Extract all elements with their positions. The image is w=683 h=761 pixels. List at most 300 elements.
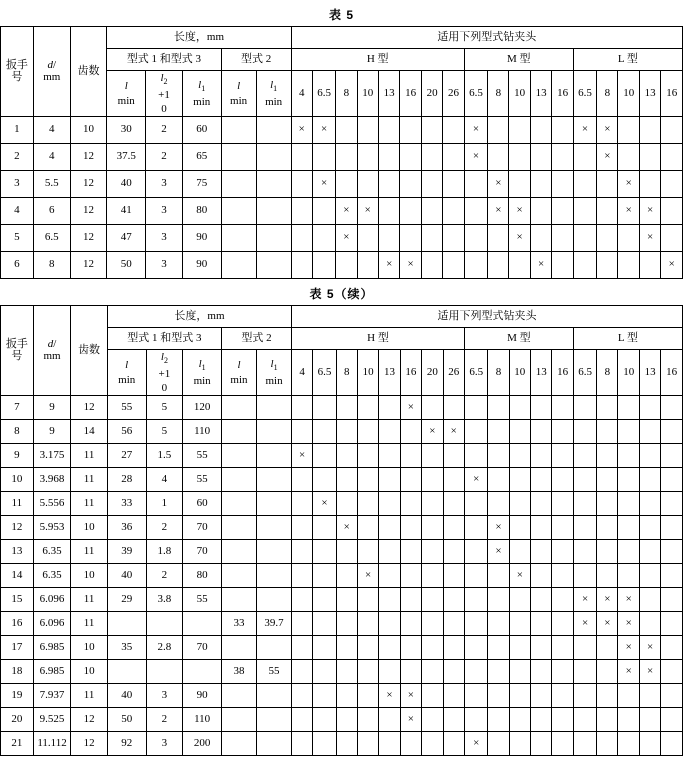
cell-h-3 — [357, 396, 378, 420]
cell-t2-l-min — [221, 144, 256, 171]
cell-t2-l-min: 38 — [222, 660, 257, 684]
cell-h-0: × — [292, 444, 313, 468]
cell-l1-min: 90 — [183, 684, 222, 708]
cell-h-6 — [421, 252, 442, 279]
header-h-col-0: 4 — [292, 350, 313, 396]
header-length-group: 长度，mm — [107, 306, 291, 328]
cell-d: 8 — [33, 252, 70, 279]
cell-m-0 — [464, 612, 487, 636]
cell-h-3 — [357, 540, 378, 564]
cell-l-min: 92 — [107, 732, 146, 756]
cell-d: 6.096 — [33, 588, 71, 612]
cell-m-1 — [488, 636, 509, 660]
cell-h-6 — [422, 444, 443, 468]
cell-l-1 — [597, 660, 618, 684]
cell-m-0: × — [464, 117, 487, 144]
cell-t2-l1-min — [256, 198, 291, 225]
cell-m-0 — [464, 684, 487, 708]
cell-h-0 — [292, 396, 313, 420]
cell-h-2 — [336, 396, 357, 420]
cell-t2-l-min: 33 — [222, 612, 257, 636]
cell-h-5 — [400, 516, 421, 540]
cell-wrench-no: 13 — [1, 540, 34, 564]
cell-m-4 — [552, 516, 573, 540]
cell-l-0: × — [573, 117, 596, 144]
cell-m-1 — [488, 225, 509, 252]
cell-h-7 — [443, 225, 464, 252]
cell-wrench-no: 19 — [1, 684, 34, 708]
cell-l-2: × — [618, 660, 639, 684]
cell-l-1 — [597, 684, 618, 708]
table-row — [1, 636, 683, 660]
cell-teeth: 12 — [71, 732, 108, 756]
cell-l-0 — [573, 636, 596, 660]
header-d-mm: d/ mm — [33, 306, 71, 396]
cell-t2-l1-min — [256, 540, 291, 564]
header-teeth: 齿数 — [71, 306, 108, 396]
cell-m-4 — [552, 444, 573, 468]
table-row — [1, 396, 683, 420]
cell-m-0 — [464, 420, 487, 444]
table-row — [1, 588, 683, 612]
cell-t2-l-min — [222, 516, 257, 540]
cell-h-2: × — [336, 198, 357, 225]
cell-h-0 — [292, 684, 313, 708]
cell-l-3 — [639, 516, 660, 540]
cell-t2-l1-min — [256, 171, 291, 198]
cell-l1-min: 55 — [183, 468, 222, 492]
cell-h-3 — [357, 588, 378, 612]
cell-t2-l-min — [222, 540, 257, 564]
cell-wrench-no: 1 — [1, 117, 34, 144]
cell-teeth: 12 — [70, 198, 107, 225]
header-h-col-1: 6.5 — [312, 71, 335, 117]
cell-l1-min: 60 — [182, 117, 221, 144]
cell-h-3 — [357, 144, 378, 171]
cell-l-2: × — [618, 612, 639, 636]
cell-l-1 — [597, 396, 618, 420]
cell-l-min: 40 — [107, 171, 146, 198]
cell-l-4 — [661, 540, 683, 564]
cell-l-min: 40 — [107, 684, 146, 708]
cell-m-3 — [530, 225, 551, 252]
cell-l-3 — [639, 171, 660, 198]
cell-t2-l-min — [221, 225, 256, 252]
cell-h-4 — [379, 612, 400, 636]
cell-h-3 — [357, 660, 378, 684]
cell-l2: 2.8 — [146, 636, 183, 660]
cell-l-min: 28 — [107, 468, 146, 492]
cell-h-6 — [422, 468, 443, 492]
cell-l-4 — [661, 516, 683, 540]
cell-l2: 3 — [146, 732, 183, 756]
cell-h-6 — [422, 708, 443, 732]
cell-l-4 — [661, 612, 683, 636]
cell-m-1 — [488, 612, 509, 636]
cell-l-4 — [661, 225, 683, 252]
cell-l1-min: 60 — [183, 492, 222, 516]
cell-h-2 — [336, 732, 357, 756]
cell-h-1 — [312, 225, 335, 252]
cell-t2-l1-min — [256, 492, 291, 516]
cell-h-4 — [378, 171, 399, 198]
cell-d: 6.35 — [33, 540, 71, 564]
cell-h-7 — [443, 171, 464, 198]
cell-h-0: × — [291, 117, 312, 144]
cell-l-1 — [597, 171, 618, 198]
cell-l-1 — [597, 732, 618, 756]
header-m-col-4: 16 — [552, 350, 573, 396]
cell-wrench-no: 16 — [1, 612, 34, 636]
table-row — [1, 708, 683, 732]
cell-m-2 — [509, 684, 530, 708]
cell-m-0: × — [464, 144, 487, 171]
cell-h-1 — [313, 420, 336, 444]
cell-wrench-no: 10 — [1, 468, 34, 492]
cell-l1-min: 90 — [182, 225, 221, 252]
cell-t2-l-min — [221, 171, 256, 198]
cell-l-4 — [661, 588, 683, 612]
cell-l-1 — [597, 444, 618, 468]
cell-h-3 — [357, 117, 378, 144]
cell-l-0 — [573, 516, 596, 540]
cell-h-2 — [336, 420, 357, 444]
cell-t2-l1-min: 39.7 — [256, 612, 291, 636]
cell-m-3 — [531, 708, 552, 732]
cell-m-1 — [488, 732, 509, 756]
cell-m-3 — [531, 684, 552, 708]
table-row — [1, 198, 683, 225]
cell-l-1 — [597, 492, 618, 516]
header-m-col-0: 6.5 — [464, 350, 487, 396]
cell-l-3 — [639, 252, 660, 279]
cell-m-3 — [531, 660, 552, 684]
cell-l-0 — [573, 468, 596, 492]
header-l-min-t2: l min — [221, 71, 256, 117]
cell-l2 — [146, 660, 183, 684]
cell-h-6 — [422, 492, 443, 516]
cell-l-1: × — [597, 144, 618, 171]
cell-h-0 — [292, 588, 313, 612]
cell-wrench-no: 5 — [1, 225, 34, 252]
cell-l2: 3 — [146, 225, 183, 252]
cell-l-0 — [573, 225, 596, 252]
cell-d: 5.556 — [33, 492, 71, 516]
cell-d: 6 — [33, 198, 70, 225]
cell-l-0 — [573, 171, 596, 198]
cell-m-0 — [464, 396, 487, 420]
cell-d: 4 — [33, 117, 70, 144]
cell-l2: 2 — [146, 708, 183, 732]
cell-m-1 — [488, 492, 509, 516]
cell-m-3 — [531, 516, 552, 540]
cell-l-0 — [573, 492, 596, 516]
cell-l-2 — [618, 684, 639, 708]
cell-l1-min: 80 — [182, 198, 221, 225]
cell-h-1 — [313, 612, 336, 636]
cell-h-5: × — [400, 708, 421, 732]
cell-m-1 — [488, 144, 509, 171]
cell-h-0 — [292, 660, 313, 684]
cell-h-1: × — [312, 117, 335, 144]
cell-t2-l1-min — [256, 444, 291, 468]
cell-m-0 — [464, 516, 487, 540]
cell-l2: 2 — [146, 144, 183, 171]
cell-teeth: 11 — [71, 684, 108, 708]
cell-l-4 — [661, 444, 683, 468]
cell-h-1 — [313, 708, 336, 732]
cell-t2-l1-min — [256, 252, 291, 279]
cell-h-2 — [336, 636, 357, 660]
cell-h-2 — [336, 144, 357, 171]
header-m-col-4: 16 — [552, 71, 573, 117]
cell-t2-l-min — [222, 492, 257, 516]
header-type2: 型式 2 — [222, 328, 292, 350]
header-h-col-4: 13 — [379, 350, 400, 396]
cell-h-4: × — [378, 252, 399, 279]
cell-m-1 — [488, 588, 509, 612]
cell-h-4 — [379, 516, 400, 540]
cell-m-4 — [552, 564, 573, 588]
table-row — [1, 732, 683, 756]
header-l2: $l_2$ +1 0 — [146, 71, 183, 117]
cell-h-7 — [443, 660, 464, 684]
cell-m-3 — [531, 588, 552, 612]
cell-h-6 — [421, 144, 442, 171]
cell-h-6 — [422, 516, 443, 540]
cell-m-1 — [488, 396, 509, 420]
cell-h-2 — [336, 468, 357, 492]
cell-m-4 — [552, 396, 573, 420]
cell-l-4 — [661, 660, 683, 684]
cell-l1-min: 200 — [183, 732, 222, 756]
cell-h-1 — [313, 588, 336, 612]
cell-m-0: × — [464, 732, 487, 756]
cell-m-1: × — [488, 171, 509, 198]
cell-m-0 — [464, 588, 487, 612]
cell-d: 6.985 — [33, 636, 71, 660]
cell-l-4 — [661, 198, 683, 225]
cell-h-4 — [379, 444, 400, 468]
cell-l1-min: 120 — [183, 396, 222, 420]
cell-l-4 — [661, 396, 683, 420]
cell-l-3 — [639, 708, 660, 732]
cell-l-2 — [618, 492, 639, 516]
table-row — [1, 564, 683, 588]
cell-l-min: 56 — [107, 420, 146, 444]
cell-t2-l1-min — [256, 564, 291, 588]
cell-l1-min: 70 — [183, 636, 222, 660]
cell-l-3 — [639, 588, 660, 612]
cell-h-6: × — [422, 420, 443, 444]
cell-l-min: 30 — [107, 117, 146, 144]
cell-m-3 — [531, 732, 552, 756]
cell-t2-l-min — [221, 198, 256, 225]
cell-l-2 — [618, 225, 639, 252]
cell-l1-min: 70 — [183, 540, 222, 564]
cell-m-3 — [531, 636, 552, 660]
cell-h-7 — [443, 708, 464, 732]
cell-l-0 — [573, 540, 596, 564]
cell-m-2 — [509, 660, 530, 684]
cell-h-6 — [422, 588, 443, 612]
cell-teeth: 11 — [71, 468, 108, 492]
cell-h-0 — [292, 516, 313, 540]
cell-m-3 — [531, 396, 552, 420]
cell-l-1 — [597, 564, 618, 588]
cell-d: 9.525 — [33, 708, 71, 732]
cell-wrench-no: 8 — [1, 420, 34, 444]
cell-wrench-no: 21 — [1, 732, 34, 756]
cell-m-2 — [509, 732, 530, 756]
cell-l-min: 40 — [107, 564, 146, 588]
cell-l-min: 33 — [107, 492, 146, 516]
table-row — [1, 540, 683, 564]
cell-h-6 — [421, 171, 442, 198]
cell-m-1 — [488, 252, 509, 279]
cell-wrench-no: 17 — [1, 636, 34, 660]
cell-l2: 5 — [146, 396, 183, 420]
cell-l-0 — [573, 708, 596, 732]
cell-h-1 — [313, 732, 336, 756]
header-d-mm: d/ mm — [33, 27, 70, 117]
cell-t2-l-min — [222, 684, 257, 708]
cell-h-4 — [379, 660, 400, 684]
cell-h-0 — [292, 420, 313, 444]
cell-m-1 — [488, 468, 509, 492]
table-5 — [0, 26, 683, 279]
cell-h-7 — [443, 252, 464, 279]
cell-l-0 — [573, 732, 596, 756]
cell-l-0 — [573, 564, 596, 588]
cell-t2-l-min — [221, 117, 256, 144]
table-row — [1, 420, 683, 444]
cell-t2-l1-min — [256, 516, 291, 540]
cell-h-3 — [357, 516, 378, 540]
cell-h-2 — [336, 564, 357, 588]
cell-h-1 — [313, 564, 336, 588]
cell-m-4 — [552, 117, 573, 144]
cell-l-4 — [661, 468, 683, 492]
header-m-type: M 型 — [464, 328, 573, 350]
cell-l-1 — [597, 708, 618, 732]
cell-l1-min: 75 — [182, 171, 221, 198]
cell-wrench-no: 20 — [1, 708, 34, 732]
cell-m-3 — [531, 612, 552, 636]
table-row — [1, 516, 683, 540]
cell-l1-min: 110 — [183, 708, 222, 732]
cell-h-6 — [422, 684, 443, 708]
header-h-col-0: 4 — [291, 71, 312, 117]
cell-h-0 — [292, 468, 313, 492]
header-h-col-3: 10 — [357, 71, 378, 117]
cell-t2-l-min — [222, 564, 257, 588]
cell-h-1 — [313, 684, 336, 708]
cell-m-0 — [464, 171, 487, 198]
cell-l-0 — [573, 684, 596, 708]
cell-m-0 — [464, 252, 487, 279]
header-l1-min-t2: $l_1$ min — [256, 71, 291, 117]
cell-h-3 — [357, 444, 378, 468]
cell-h-2 — [336, 684, 357, 708]
cell-l-0 — [573, 660, 596, 684]
cell-l-2 — [618, 468, 639, 492]
cell-l-0 — [573, 252, 596, 279]
header-l-min: l min — [107, 350, 146, 396]
header-length-group: 长度，mm — [107, 27, 291, 49]
cell-t2-l1-min — [256, 588, 291, 612]
cell-d: 9 — [33, 396, 71, 420]
cell-h-1 — [313, 444, 336, 468]
header-l-col-4: 16 — [661, 350, 683, 396]
cell-teeth: 10 — [71, 660, 108, 684]
cell-l2: 3 — [146, 684, 183, 708]
cell-m-4 — [552, 588, 573, 612]
cell-l-min: 27 — [107, 444, 146, 468]
cell-h-5 — [400, 636, 421, 660]
cell-l2: 2 — [146, 564, 183, 588]
cell-h-5 — [400, 468, 421, 492]
cell-h-0 — [291, 225, 312, 252]
cell-l-4 — [661, 117, 683, 144]
cell-h-2 — [336, 252, 357, 279]
cell-m-2 — [509, 171, 530, 198]
cell-h-0 — [292, 564, 313, 588]
cell-teeth: 12 — [70, 225, 107, 252]
header-l-type: L 型 — [573, 328, 682, 350]
header-l-col-1: 8 — [597, 71, 618, 117]
header-l-col-1: 8 — [597, 350, 618, 396]
cell-teeth: 12 — [70, 252, 107, 279]
cell-l-0: × — [573, 612, 596, 636]
cell-t2-l1-min — [256, 225, 291, 252]
cell-l-0 — [573, 420, 596, 444]
cell-h-4 — [379, 396, 400, 420]
cell-h-0 — [292, 708, 313, 732]
cell-h-3 — [357, 468, 378, 492]
cell-h-6 — [421, 198, 442, 225]
cell-l-2: × — [618, 588, 639, 612]
cell-h-5 — [400, 660, 421, 684]
cell-l2 — [146, 612, 183, 636]
header-h-col-6: 20 — [421, 71, 442, 117]
cell-l2: 3 — [146, 252, 183, 279]
cell-h-5 — [400, 540, 421, 564]
table-row — [1, 252, 683, 279]
header-type13: 型式 1 和型式 3 — [107, 328, 221, 350]
cell-wrench-no: 4 — [1, 198, 34, 225]
cell-h-5 — [400, 198, 421, 225]
cell-h-0 — [291, 144, 312, 171]
cell-h-5 — [400, 588, 421, 612]
cell-l1-min: 55 — [183, 444, 222, 468]
cell-m-1 — [488, 444, 509, 468]
cell-l1-min: 90 — [182, 252, 221, 279]
header-type2: 型式 2 — [221, 49, 291, 71]
cell-m-4 — [552, 660, 573, 684]
cell-h-5 — [400, 444, 421, 468]
header-l-type: L 型 — [573, 49, 682, 71]
cell-d: 5.5 — [33, 171, 70, 198]
cell-h-5: × — [400, 684, 421, 708]
cell-l-3: × — [639, 636, 660, 660]
cell-m-4 — [552, 171, 573, 198]
cell-l2: 4 — [146, 468, 183, 492]
cell-l-1: × — [597, 588, 618, 612]
cell-h-4 — [378, 198, 399, 225]
header-h-col-7: 26 — [443, 350, 464, 396]
cell-t2-l-min — [222, 468, 257, 492]
